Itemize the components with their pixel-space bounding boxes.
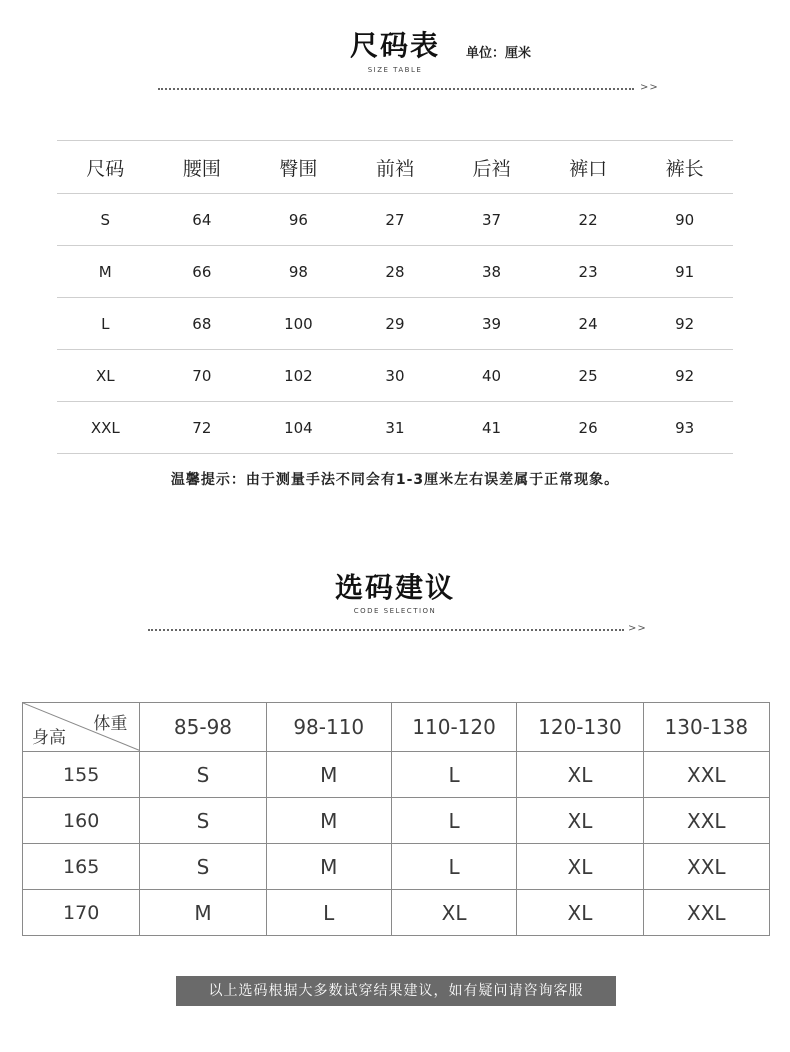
header-leg-opening: 裤口 — [540, 141, 637, 194]
height-cell: 170 — [23, 890, 140, 936]
size-cell: S — [140, 844, 266, 890]
value-cell: 40 — [443, 350, 540, 402]
footer-note: 以上选码根据大多数试穿结果建议，如有疑问请咨询客服 — [176, 976, 616, 1006]
size-cell: L — [391, 752, 516, 798]
weight-range-header: 85-98 — [140, 703, 266, 752]
dotted-divider — [158, 88, 634, 90]
header-back-rise: 后裆 — [443, 141, 540, 194]
size-cell: L — [57, 298, 154, 350]
weight-range-header: 98-110 — [266, 703, 391, 752]
size-cell: M — [266, 752, 391, 798]
corner-cell — [23, 703, 140, 752]
size-table-title-row — [0, 24, 790, 64]
height-axis-label: 身高 — [32, 728, 66, 748]
value-cell: 22 — [540, 194, 637, 246]
table-row — [23, 798, 770, 844]
selection-subtitle: CODE SELECTION — [353, 607, 437, 615]
value-cell: 27 — [347, 194, 444, 246]
table-row — [23, 752, 770, 798]
size-cell: XXL — [643, 844, 769, 890]
size-cell: S — [57, 194, 154, 246]
value-cell: 104 — [250, 402, 347, 454]
value-cell: 64 — [154, 194, 251, 246]
table-row — [23, 890, 770, 936]
value-cell: 72 — [154, 402, 251, 454]
measurement-tip: 温馨提示：由于测量手法不同会有1-3厘米左右误差属于正常现象。 — [170, 472, 620, 488]
size-cell: XL — [517, 844, 643, 890]
weight-range-header: 130-138 — [643, 703, 769, 752]
value-cell: 29 — [347, 298, 444, 350]
corner-diagonal — [23, 703, 139, 751]
size-cell: XXL — [643, 890, 769, 936]
value-cell: 39 — [443, 298, 540, 350]
size-cell: S — [140, 798, 266, 844]
arrow-icon: >> — [640, 82, 659, 93]
header-size: 尺码 — [57, 141, 154, 194]
size-cell: M — [140, 890, 266, 936]
value-cell: 93 — [636, 402, 733, 454]
value-cell: 90 — [636, 194, 733, 246]
weight-range-header: 110-120 — [391, 703, 516, 752]
table-row — [57, 402, 733, 454]
size-table-subtitle: SIZE TABLE — [367, 66, 423, 74]
table-row — [57, 194, 733, 246]
size-cell: XL — [517, 752, 643, 798]
selection-title: 选码建议 — [334, 571, 455, 604]
unit-label: 单位：厘米 — [466, 46, 532, 61]
size-cell: XXL — [643, 752, 769, 798]
size-table-header-row — [57, 141, 733, 194]
dotted-divider — [148, 629, 624, 631]
value-cell: 66 — [154, 246, 251, 298]
value-cell: 38 — [443, 246, 540, 298]
size-cell: XXL — [57, 402, 154, 454]
value-cell: 92 — [636, 350, 733, 402]
value-cell: 28 — [347, 246, 444, 298]
table-row — [57, 298, 733, 350]
value-cell: 37 — [443, 194, 540, 246]
size-cell: XL — [57, 350, 154, 402]
selection-title-row — [0, 566, 790, 606]
header-front-rise: 前裆 — [347, 141, 444, 194]
size-cell: XL — [517, 890, 643, 936]
value-cell: 24 — [540, 298, 637, 350]
value-cell: 70 — [154, 350, 251, 402]
size-recommendation-table — [22, 702, 770, 936]
value-cell: 91 — [636, 246, 733, 298]
table-row — [23, 844, 770, 890]
size-cell: XL — [391, 890, 516, 936]
size-table-title: 尺码表 — [349, 29, 440, 62]
value-cell: 96 — [250, 194, 347, 246]
value-cell: 25 — [540, 350, 637, 402]
header-hip: 臀围 — [250, 141, 347, 194]
weight-axis-label: 体重 — [93, 714, 128, 734]
table-row — [57, 350, 733, 402]
size-cell: M — [57, 246, 154, 298]
value-cell: 100 — [250, 298, 347, 350]
size-cell: XXL — [643, 798, 769, 844]
size-cell: M — [266, 844, 391, 890]
size-cell: L — [266, 890, 391, 936]
value-cell: 98 — [250, 246, 347, 298]
weight-range-header: 120-130 — [517, 703, 643, 752]
value-cell: 23 — [540, 246, 637, 298]
value-cell: 26 — [540, 402, 637, 454]
size-table — [57, 140, 733, 454]
size-cell: L — [391, 844, 516, 890]
height-cell: 160 — [23, 798, 140, 844]
height-cell: 155 — [23, 752, 140, 798]
arrow-icon: >> — [628, 623, 647, 634]
value-cell: 92 — [636, 298, 733, 350]
header-waist: 腰围 — [154, 141, 251, 194]
value-cell: 31 — [347, 402, 444, 454]
header-length: 裤长 — [636, 141, 733, 194]
size-cell: XL — [517, 798, 643, 844]
size-cell: M — [266, 798, 391, 844]
value-cell: 41 — [443, 402, 540, 454]
size-cell: S — [140, 752, 266, 798]
height-cell: 165 — [23, 844, 140, 890]
value-cell: 30 — [347, 350, 444, 402]
size-cell: L — [391, 798, 516, 844]
table-row — [57, 246, 733, 298]
recommendation-header-row — [23, 703, 770, 752]
value-cell: 102 — [250, 350, 347, 402]
value-cell: 68 — [154, 298, 251, 350]
